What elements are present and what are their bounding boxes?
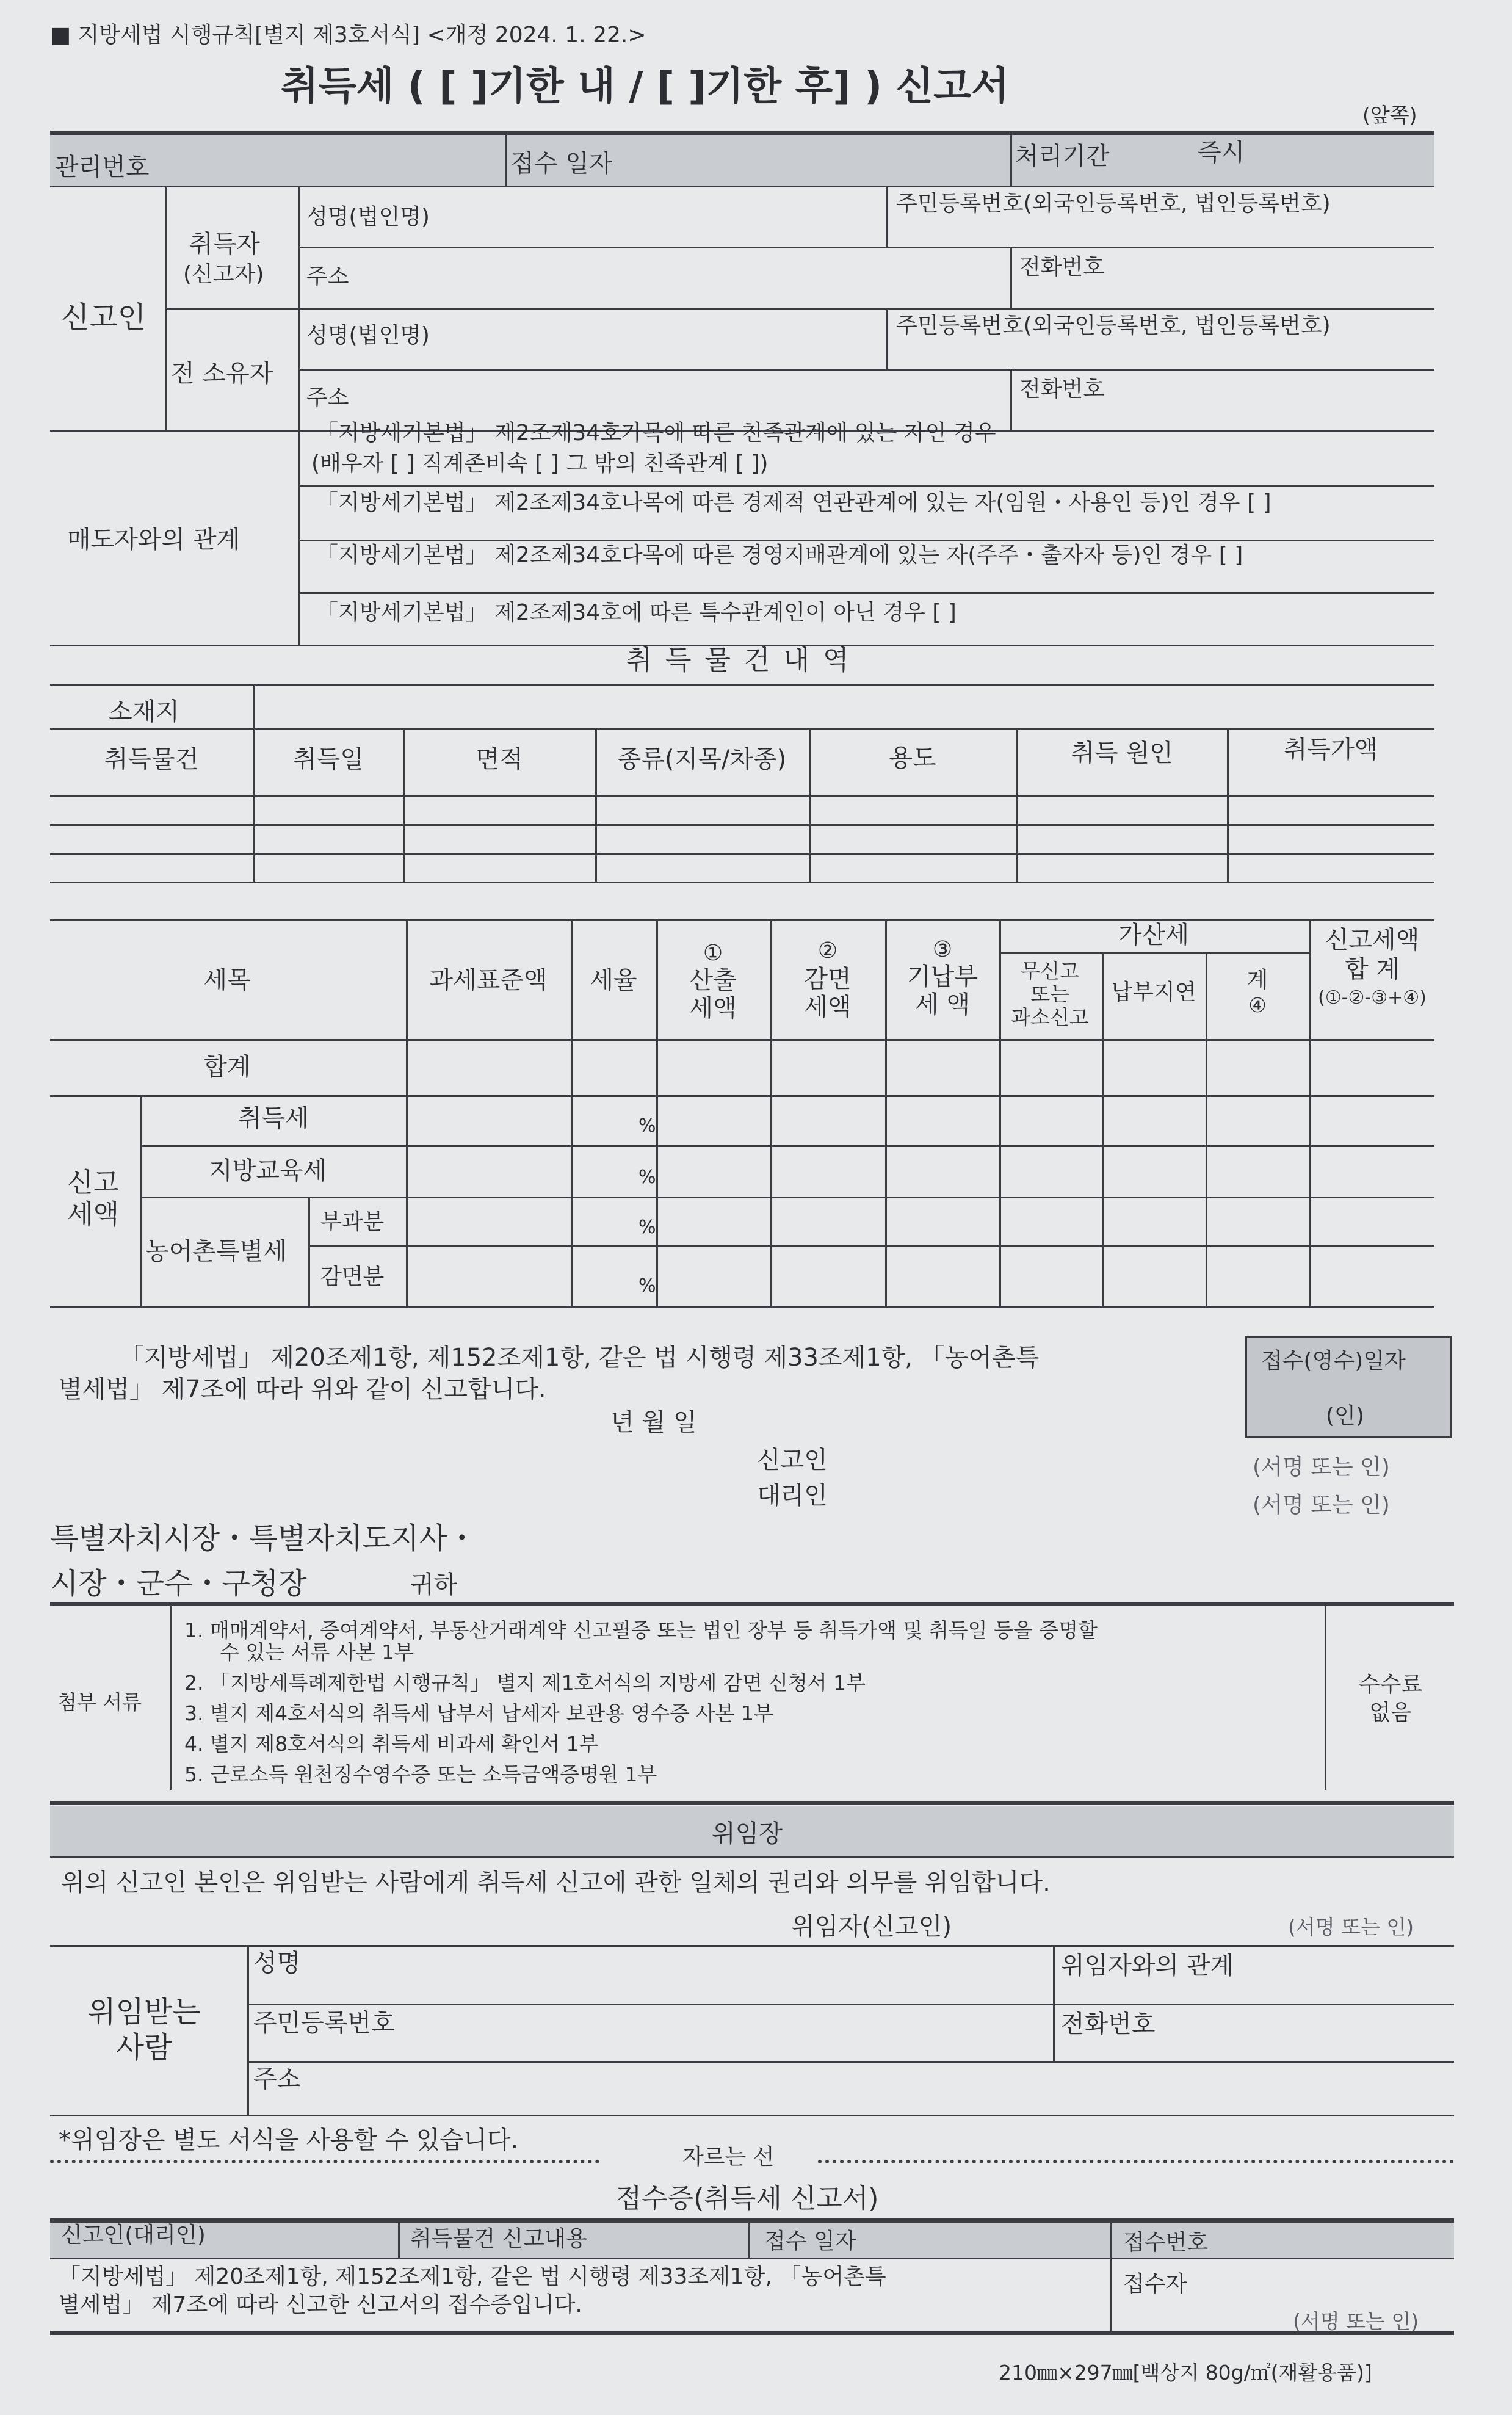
previous-owner-label: 전 소유자 — [171, 360, 273, 388]
delegatee-resident-number-label: 주민등록번호 — [253, 2009, 395, 2037]
receipt-reporter-label: 신고인(대리인) — [61, 2223, 206, 2248]
declaration-reporter: 신고인 — [757, 1446, 828, 1474]
calc-tax-label-2: 세액 — [689, 994, 737, 1023]
paper-spec-footer: 210㎜×297㎜[백상지 80g/㎡(재활용품)] — [999, 2361, 1372, 2384]
addressee-line-1: 특별자치시장・특별자치도지사・ — [50, 1521, 477, 1555]
education-tax-percent: % — [638, 1167, 656, 1188]
report-total-label-2: 합 계 — [1345, 955, 1400, 983]
receipt-content-label: 취득물건 신고내용 — [410, 2226, 587, 2251]
delegatee-label-2: 사람 — [115, 2030, 173, 2065]
tax-col-rate: 세율 — [590, 966, 637, 994]
cut-line-left — [50, 2160, 599, 2163]
property-col-item: 취득물건 — [104, 745, 199, 773]
receipt-date-label: 접수 일자 — [510, 150, 613, 178]
additional-total-label: 계 — [1246, 968, 1268, 993]
reporter-signature-label: (서명 또는 인) — [1253, 1455, 1390, 1480]
reduce-tax-label-2: 세액 — [804, 993, 852, 1021]
attachment-item-1: 1. 매매계약서, 증여계약서, 부동산거래계약 신고필증 또는 법인 장부 등 취득가액 및 취득일 등을 증명할 — [184, 1618, 1098, 1642]
report-total-formula: (①-②-③+④) — [1318, 987, 1427, 1008]
delegation-text: 위의 신고인 본인은 위임받는 사람에게 취득세 신고에 관한 일체의 권리와 의무를 위임합니다. — [61, 1869, 1051, 1897]
no-report-label-3: 과소신고 — [1011, 1005, 1089, 1029]
reduce-tax-label-1: 감면 — [804, 965, 852, 993]
property-col-area: 면적 — [476, 745, 523, 773]
delegator-label: 위임자(신고인) — [791, 1913, 952, 1941]
education-tax-label: 지방교육세 — [209, 1157, 327, 1185]
receipt-signature-label: (서명 또는 인) — [1293, 2309, 1419, 2333]
receipt-number-label: 접수번호 — [1123, 2230, 1209, 2255]
receipt-text-1: 「지방세법」 제20조제1항, 제152조제1항, 같은 법 시행령 제33조제1항, 「농어촌특 — [59, 2264, 886, 2289]
addressee-suffix: 귀하 — [410, 1571, 458, 1599]
cut-line-right — [818, 2160, 1454, 2163]
tax-col-item: 세목 — [203, 966, 251, 994]
relation-management-line: 「지방세기본법」 제2조제34호다목에 따른 경영지배관계에 있는 자(주주・출자자 등)인 경우 [ ] — [316, 543, 1243, 568]
rural-tax-label: 농어촌특별세 — [145, 1237, 287, 1265]
relation-label: 매도자와의 관계 — [67, 526, 241, 554]
declaration-date: 년 월 일 — [610, 1408, 697, 1436]
receipt-date-label: 접수 일자 — [764, 2229, 856, 2254]
front-side-label: (앞쪽) — [1362, 103, 1417, 127]
acquisition-tax-label: 취득세 — [238, 1104, 309, 1132]
delegator-relation-label: 위임자와의 관계 — [1061, 1952, 1234, 1980]
receipt-text-2: 별세법」 제7조에 따라 신고한 신고서의 접수증입니다. — [59, 2292, 582, 2317]
attachment-item-5: 5. 근로소득 원천징수영수증 또는 소득금액증명원 1부 — [184, 1762, 657, 1786]
delegatee-phone-label: 전화번호 — [1061, 2010, 1156, 2038]
receipt-stamp-seal: (인) — [1326, 1403, 1364, 1428]
delegation-title: 위임장 — [712, 1820, 783, 1848]
prepaid-tax-label-2: 세 액 — [915, 991, 970, 1019]
agent-signature-label: (서명 또는 인) — [1253, 1493, 1390, 1518]
fee-value: 없음 — [1369, 1700, 1412, 1725]
reporter-label: 신고인 — [61, 300, 146, 335]
attachments-label: 첨부 서류 — [57, 1690, 142, 1714]
no-report-label-1: 무신고 — [1021, 959, 1079, 983]
delegator-signature-label: (서명 또는 인) — [1288, 1915, 1414, 1939]
property-col-use: 용도 — [889, 744, 936, 772]
additional-tax-label: 가산세 — [1118, 921, 1189, 949]
acquirer-name-label: 성명(법인명) — [306, 205, 430, 230]
declaration-line-1: 「지방세법」 제20조제1항, 제152조제1항, 같은 법 시행령 제33조제1항, 「농어촌특 — [120, 1344, 1040, 1372]
receipt-title: 접수증(취득세 신고서) — [615, 2183, 879, 2214]
processing-period-label: 처리기간 — [1015, 142, 1110, 170]
calc-tax-number: ① — [703, 941, 723, 966]
property-col-cause: 취득 원인 — [1071, 739, 1173, 767]
property-col-date: 취득일 — [293, 745, 364, 773]
attachment-item-4: 4. 별지 제8호서식의 취득세 비과세 확인서 1부 — [184, 1732, 599, 1756]
tax-col-base: 과세표준액 — [429, 966, 548, 994]
delegation-note: *위임장은 별도 서식을 사용할 수 있습니다. — [59, 2126, 519, 2154]
relation-economic-line: 「지방세기본법」 제2조제34호나목에 따른 경제적 연관관계에 있는 자(임원・사용인 등)인 경우 [ ] — [316, 490, 1271, 515]
delegatee-label-1: 위임받는 — [87, 1995, 201, 2029]
rural-exempted-percent: % — [638, 1275, 656, 1297]
report-tax-label-1: 신고 — [67, 1167, 120, 1198]
acquirer-label: 취득자 — [189, 230, 260, 258]
reduce-tax-number: ② — [817, 938, 838, 963]
declaration-agent: 대리인 — [757, 1482, 828, 1510]
late-payment-label: 납부지연 — [1111, 980, 1196, 1005]
acquirer-sublabel: (신고자) — [183, 262, 264, 287]
rural-levied-percent: % — [638, 1217, 656, 1238]
property-col-price: 취득가액 — [1283, 736, 1378, 764]
rural-levied-label: 부과분 — [320, 1209, 385, 1234]
sum-row-label: 합계 — [203, 1053, 251, 1081]
property-section-title: 취 득 물 건 내 역 — [626, 645, 852, 676]
prev-owner-name-label: 성명(법인명) — [306, 323, 430, 348]
report-total-label-1: 신고세액 — [1325, 926, 1420, 954]
report-tax-label-2: 세액 — [67, 1199, 120, 1230]
prepaid-tax-number: ③ — [932, 937, 953, 962]
receipt-receiver-label: 접수자 — [1123, 2272, 1187, 2297]
relation-none-line: 「지방세기본법」 제2조제34호에 따른 특수관계인이 아닌 경우 [ ] — [316, 600, 957, 625]
acquisition-tax-percent: % — [638, 1115, 656, 1137]
cut-line-label: 자르는 선 — [682, 2145, 775, 2170]
delegatee-address-label: 주소 — [253, 2065, 301, 2093]
attachment-item-1-cont: 수 있는 서류 사본 1부 — [220, 1640, 414, 1664]
prev-owner-resident-number-label: 주민등록번호(외국인등록번호, 법인등록번호) — [896, 313, 1331, 338]
acquirer-phone-label: 전화번호 — [1019, 255, 1105, 280]
attachment-item-3: 3. 별지 제4호서식의 취득세 납부서 납세자 보관용 영수증 사본 1부 — [184, 1701, 773, 1725]
rural-exempted-label: 감면분 — [320, 1264, 385, 1289]
form-reference: ■ 지방세법 시행규칙[별지 제3호서식] <개정 2024. 1. 22.> — [50, 23, 646, 48]
fee-label: 수수료 — [1358, 1672, 1423, 1697]
form-title: 취득세 ( [ ]기한 내 / [ ]기한 후] ) 신고서 — [281, 64, 1009, 109]
receipt-header-shade — [50, 2218, 1454, 2258]
processing-period-value: 즉시 — [1198, 139, 1245, 167]
property-col-type: 종류(지목/차종) — [617, 745, 787, 773]
prepaid-tax-label-1: 기납부 — [907, 963, 978, 991]
prev-owner-address-label: 주소 — [306, 385, 349, 410]
additional-total-number: ④ — [1248, 993, 1267, 1017]
attachment-item-2: 2. 「지방세특례제한법 시행규칙」 별지 제1호서식의 지방세 감면 신청서 1부 — [184, 1671, 866, 1695]
delegatee-name-label: 성명 — [253, 1949, 301, 1977]
declaration-line-2: 별세법」 제7조에 따라 위와 같이 신고합니다. — [59, 1375, 546, 1403]
acquirer-address-label: 주소 — [306, 264, 349, 289]
acquirer-resident-number-label: 주민등록번호(외국인등록번호, 법인등록번호) — [896, 191, 1331, 216]
no-report-label-2: 또는 — [1030, 982, 1069, 1006]
receipt-stamp-title: 접수(영수)일자 — [1261, 1349, 1406, 1374]
addressee-line-2: 시장・군수・구청장 — [50, 1566, 307, 1601]
relation-family-line: 「지방세기본법」 제2조제34호가목에 따른 친족관계에 있는 자인 경우 — [316, 421, 996, 446]
calc-tax-label-1: 산출 — [689, 966, 737, 994]
relation-family-options: (배우자 [ ] 직계존비속 [ ] 그 밖의 친족관계 [ ]) — [311, 451, 769, 476]
management-number-label: 관리번호 — [55, 153, 150, 181]
prev-owner-phone-label: 전화번호 — [1019, 377, 1105, 402]
location-label: 소재지 — [109, 698, 179, 726]
